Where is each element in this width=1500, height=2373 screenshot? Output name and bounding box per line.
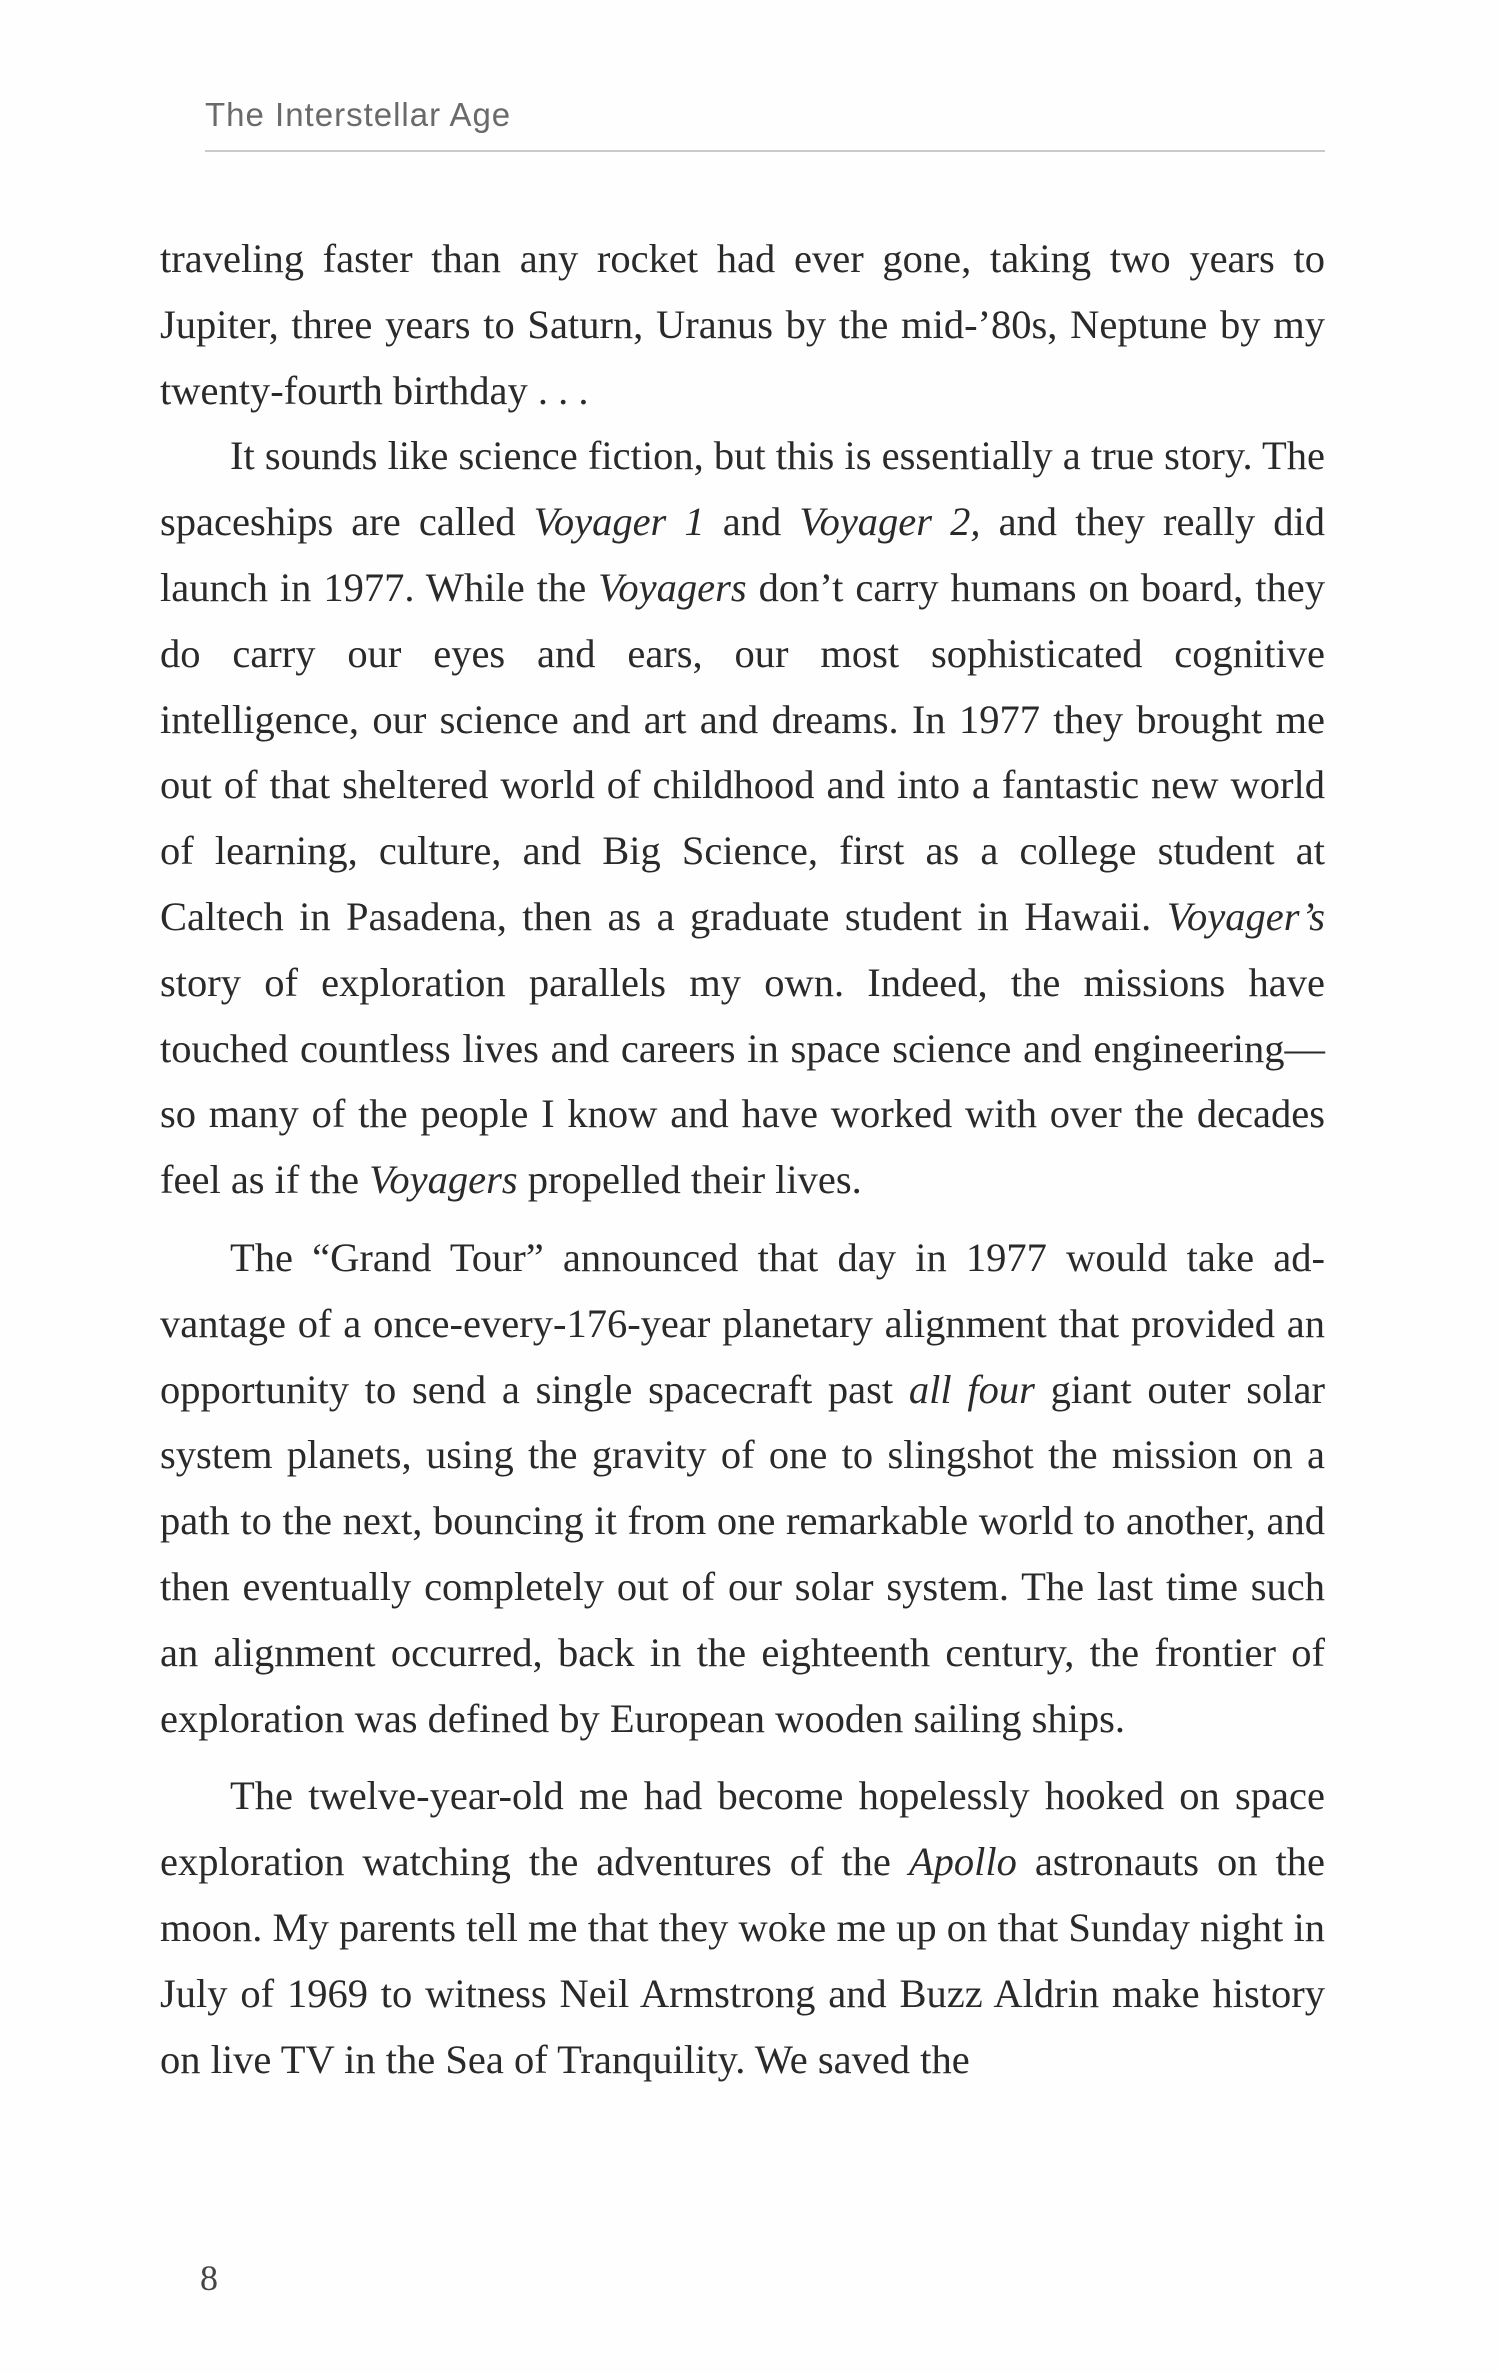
text-run: story of exploration parallels my own. Indeed, the missions have touched countless lives and careers in space science and engineering—so many of the people I know and have worked with over the decades feel as if the xyxy=(160,959,1325,1203)
text-run: traveling faster than any rocket had ever gone, taking two years to Jupiter, three years to Saturn, Uranus by the mid-’80s, Neptune by my twenty-fourth birthday . . . xyxy=(160,236,1325,413)
paragraph-2 xyxy=(160,423,1325,1213)
italic-title: Voyager 1 xyxy=(533,499,705,545)
text-run: don’t carry humans on board, they do carry our eyes and ears, our most sophisticated cognitive intelligence, our science and art and dreams. In 1977 they brought me out of that sheltered world of childhood and into a fantastic new world of learning, culture, and Big Science, first as a college student at Caltech in Pasadena, then as a graduate student in Hawaii. xyxy=(160,564,1325,939)
text-run: astronauts on the moon. My parents tell me that they woke me up on that Sunday night in July of 1969 to witness Neil Armstrong and Buzz Aldrin make history on live TV in the Sea of Tranquility. We saved the xyxy=(160,1839,1325,2082)
running-head: The Interstellar Age xyxy=(205,96,512,133)
paragraph-1 xyxy=(160,226,1325,423)
italic-emphasis: all four xyxy=(908,1366,1035,1412)
text-run: The “Grand Tour” announced that day in 1977 would take advantage of a once-every-176-year planetary alignment that provided an opportunity to send a single spacecraft past xyxy=(160,1234,1325,1412)
italic-title: Voyagers xyxy=(598,564,747,610)
text-run: giant outer solar system planets, using the gravity of one to slingshot the mission on a path to the next, bouncing it from one remarkable world to another, and then eventually completely out of our solar system. The last time such an alignment occurred, back in the eighteenth century, the frontier of exploration was defined by European wooden sailing ships. xyxy=(160,1366,1325,1741)
italic-title: Voyager’s xyxy=(1166,893,1325,939)
body-text xyxy=(160,226,1325,2092)
text-run: and they really did launch in 1977. While the xyxy=(160,499,1325,610)
italic-title: Apollo xyxy=(908,1839,1017,1885)
italic-title: Voyager 2, xyxy=(799,499,981,545)
paragraph-3 xyxy=(160,1225,1325,1751)
italic-title: Voyagers xyxy=(369,1157,518,1203)
paragraph-4 xyxy=(160,1763,1325,2092)
text-run: It sounds like science fiction, but this is essentially a true story. The spaceships are called xyxy=(160,433,1325,545)
text-run: propelled their lives. xyxy=(517,1157,862,1203)
page-number: 8 xyxy=(200,2258,218,2298)
header-rule xyxy=(205,150,1325,152)
text-run: The twelve-year-old me had become hopelessly hooked on space exploration watching the adventures of the xyxy=(160,1773,1325,1885)
text-run: and xyxy=(704,499,800,545)
